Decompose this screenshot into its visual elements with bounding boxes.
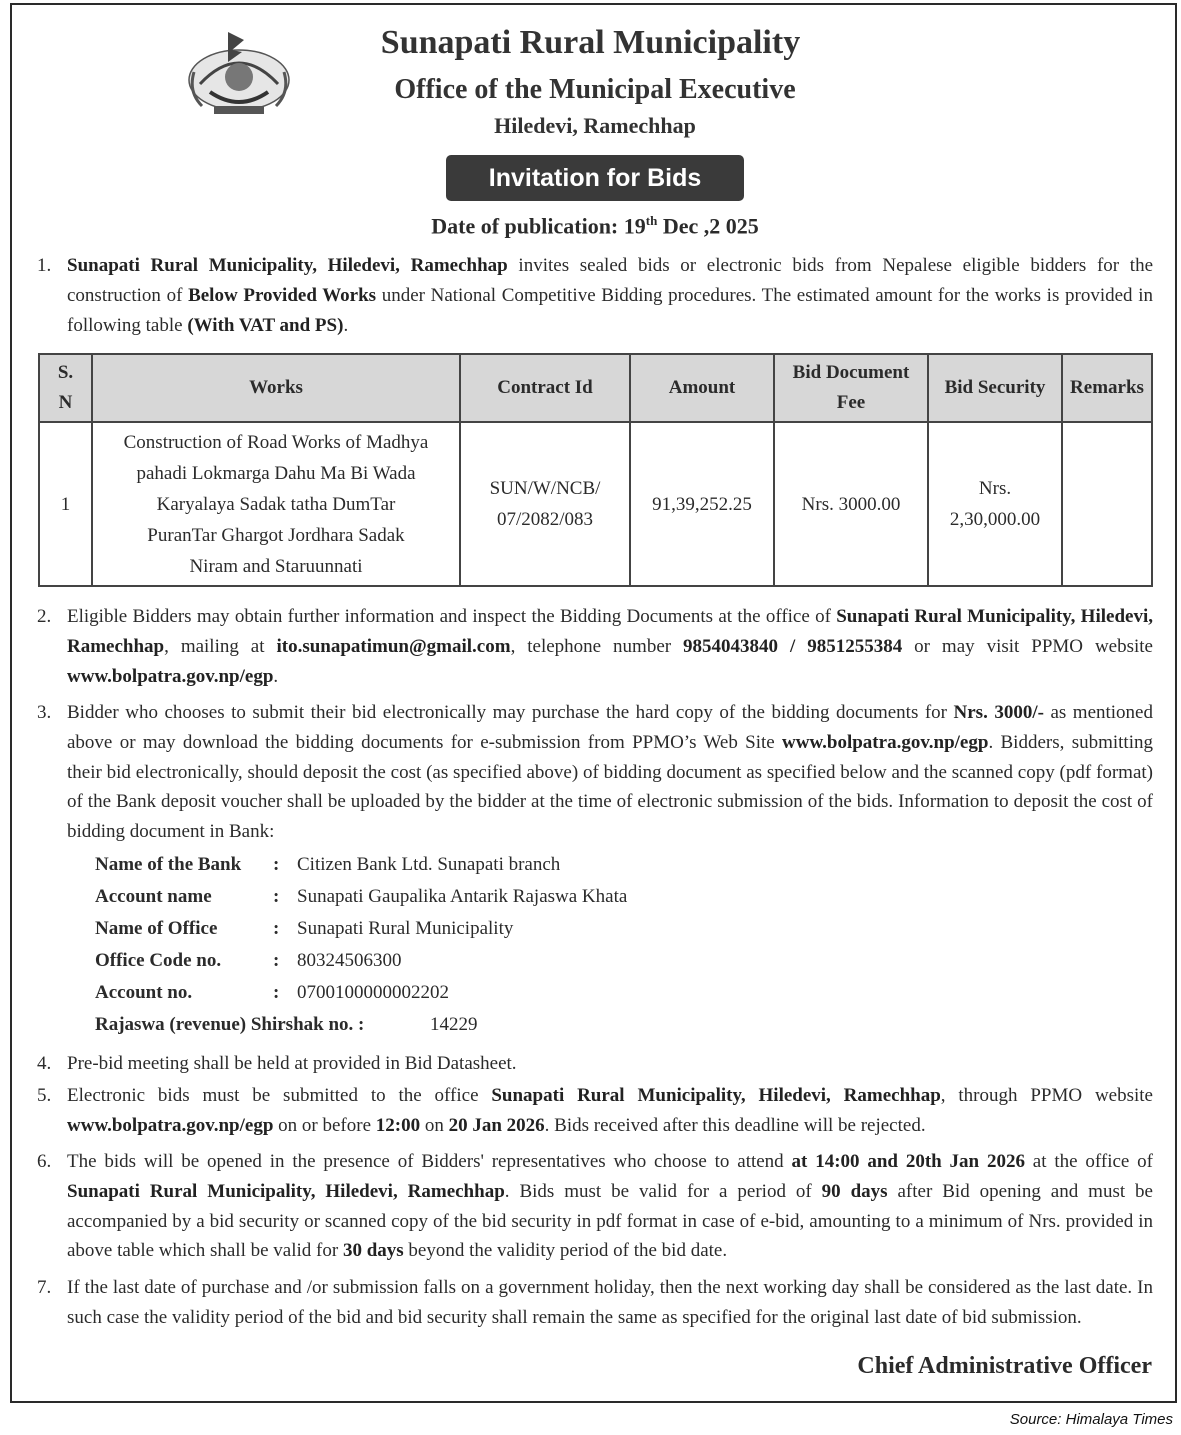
bank-label: Account name xyxy=(95,886,212,907)
municipality-title: Sunapati Rural Municipality xyxy=(380,24,801,61)
col-header-bid-fee-1: Bid Document xyxy=(792,362,910,383)
col-header-works: Works xyxy=(92,354,460,422)
publication-date-suffix: Dec ,2 025 xyxy=(657,213,759,239)
text-run: at the office of xyxy=(1024,1151,1154,1172)
bold-run: at 14:00 and 20th Jan 2026 xyxy=(791,1151,1025,1172)
office-title: Office of the Municipal Executive xyxy=(394,74,796,105)
text-run: Electronic bids must be submitted to the office xyxy=(67,1085,492,1106)
item-number: 1. xyxy=(37,255,52,276)
text-run: Eligible Bidders may obtain further information and inspect the Bidding Documents at the office of xyxy=(67,606,837,627)
cell-line: Nrs. xyxy=(978,478,1012,499)
bold-run: Sunapati Rural Municipality, Hiledevi, Ramechhap xyxy=(67,606,1153,657)
text-run: invites sealed bids or electronic bids from Nepalese eligible bidders for the construction of xyxy=(67,255,1154,306)
cell-line: SUN/W/NCB/ xyxy=(489,478,601,499)
col-header-bid-security: Bid Security xyxy=(928,354,1062,422)
item-6-text xyxy=(67,1147,1153,1266)
bank-value: Sunapati Gaupalika Antarik Rajaswa Khata xyxy=(297,886,628,907)
bank-value: 80324506300 xyxy=(297,950,402,971)
bank-value: Sunapati Rural Municipality xyxy=(297,918,514,939)
publication-date xyxy=(0,213,1181,239)
cell-works xyxy=(92,422,460,586)
text-run: as mentioned above or may download the bidding documents for e-submission from PPMO’s Web Site xyxy=(67,702,1153,753)
item-number: 2. xyxy=(37,606,52,627)
col-header-sn-2: N xyxy=(58,392,73,413)
text-run: on xyxy=(420,1114,449,1136)
bank-value: 14229 xyxy=(430,1014,478,1035)
bank-value: 0700100000002202 xyxy=(297,982,449,1003)
text-run: on or before xyxy=(273,1114,376,1136)
col-header-amount: Amount xyxy=(630,354,774,422)
cell-line: 2,30,000.00 xyxy=(949,509,1041,530)
location-title: Hiledevi, Ramechhap xyxy=(494,113,696,138)
bank-label: Name of Office xyxy=(95,918,218,939)
bold-run: ito.sunapatimun@gmail.com xyxy=(276,635,511,657)
bank-colon: : xyxy=(273,886,280,907)
item-1-text xyxy=(67,251,1153,340)
bold-run: 9854043840 / 9851255384 xyxy=(683,635,903,657)
bank-value: Citizen Bank Ltd. Sunapati branch xyxy=(297,854,561,875)
text-run: Bidder who chooses to submit their bid electronically may purchase the hard copy of the bidding documents for xyxy=(67,702,954,723)
bank-label: Name of the Bank xyxy=(95,854,242,875)
bold-run: Below Provided Works xyxy=(188,284,377,306)
bold-run: www.bolpatra.gov.np/egp xyxy=(67,665,274,687)
bold-run: 12:00 xyxy=(375,1114,421,1136)
bank-colon: : xyxy=(273,854,280,875)
text-run: , mailing at xyxy=(164,635,277,657)
item-4-text xyxy=(67,1049,1153,1079)
signature-title: Chief Administrative Officer xyxy=(857,1353,1152,1379)
bank-label: Rajaswa (revenue) Shirshak no. : xyxy=(95,1014,365,1035)
col-header-sn-1: S. xyxy=(57,362,74,383)
item-number: 7. xyxy=(37,1277,52,1298)
bold-run: www.bolpatra.gov.np/egp xyxy=(782,731,989,753)
cell-bid-fee: Nrs. 3000.00 xyxy=(774,422,928,586)
bank-label: Office Code no. xyxy=(95,950,222,971)
bold-run: Sunapati Rural Municipality, Hiledevi, Ramechhap xyxy=(67,255,508,276)
bold-run: (With VAT and PS) xyxy=(187,314,344,336)
text-run: . Bids received after this deadline will be rejected. xyxy=(544,1114,926,1136)
item-3-text xyxy=(67,698,1153,847)
text-run: . xyxy=(273,665,279,687)
cell-bid-security xyxy=(928,422,1062,586)
text-run: beyond the validity period of the bid date. xyxy=(403,1240,728,1262)
bank-colon: : xyxy=(273,918,280,939)
text-run: . xyxy=(343,314,349,336)
item-number: 4. xyxy=(37,1053,52,1074)
item-7-text xyxy=(67,1273,1153,1333)
item-number: 5. xyxy=(37,1085,52,1106)
bold-run: 90 days xyxy=(821,1180,888,1202)
cell-remarks xyxy=(1062,422,1152,586)
col-header-contract-id: Contract Id xyxy=(460,354,630,422)
col-header-bid-fee xyxy=(774,354,928,422)
bold-run: Sunapati Rural Municipality, Hiledevi, Ramechhap xyxy=(491,1085,941,1106)
source-credit: Source: Himalaya Times xyxy=(1009,1411,1173,1428)
bank-colon: : xyxy=(273,982,280,1003)
publication-date-sup: th xyxy=(645,213,658,228)
bold-run: 30 days xyxy=(342,1240,404,1262)
bold-run: www.bolpatra.gov.np/egp xyxy=(67,1114,274,1136)
item-number: 3. xyxy=(37,702,52,723)
cell-contract-id xyxy=(460,422,630,586)
cell-line: PuranTar Ghargot Jordhara Sadak xyxy=(147,524,405,546)
invitation-banner: Invitation for Bids xyxy=(446,155,744,201)
publication-date-prefix: Date of publication: 19 xyxy=(431,213,646,239)
text-run: under National Competitive Bidding procedures. The estimated amount for the works is provided in following table xyxy=(67,284,1153,336)
bold-run: Sunapati Rural Municipality, Hiledevi, Ramechhap xyxy=(67,1180,505,1202)
cell-amount: 91,39,252.25 xyxy=(630,422,774,586)
col-header-bid-fee-2: Fee xyxy=(836,392,866,413)
cell-line: Niram and Staruunnati xyxy=(189,555,363,577)
cell-sn: 1 xyxy=(39,422,92,586)
text-run: , telephone number xyxy=(510,635,684,657)
table-row xyxy=(39,422,1152,586)
text-run: The bids will be opened in the presence of Bidders' representatives who choose to attend xyxy=(67,1151,792,1172)
text-run: after Bid opening and must be accompanied by a bid security or scanned copy of the bid security in pdf format in case of e-bid, amounting to a minimum of Nrs. provided in above table which shall be valid for xyxy=(67,1180,1153,1262)
table-header-row xyxy=(39,354,1152,422)
bank-colon: : xyxy=(273,950,280,971)
text-run: or may visit PPMO website xyxy=(902,635,1153,657)
col-header-sn xyxy=(39,354,92,422)
cell-line: pahadi Lokmarga Dahu Ma Bi Wada xyxy=(136,462,416,484)
cell-line: 07/2082/083 xyxy=(496,509,594,530)
bank-label: Account no. xyxy=(95,982,193,1003)
bold-run: Nrs. 3000/- xyxy=(953,702,1044,723)
text-run: . Bids must be valid for a period of xyxy=(504,1180,822,1202)
bold-run: 20 Jan 2026 xyxy=(448,1114,545,1136)
text-run: . Bidders, submitting their bid electronically, should deposit the cost (as specified above) of bidding document as specified below and the scanned copy (pdf format) of the Bank deposit voucher shall be uploaded by the bidder at the time of electronic submission of the bids. Information to deposit the cost of bidding document in Bank: xyxy=(67,731,1153,843)
item-5-text xyxy=(67,1081,1153,1141)
text-run: If the last date of purchase and /or submission falls on a government holiday, then the next working day shall be considered as the last date. In such case the validity period of the bid and bid security shall remain the same as specified for the original last date of bid submission. xyxy=(67,1277,1153,1328)
text-run: , through PPMO website xyxy=(940,1085,1153,1106)
text-run: Pre-bid meeting shall be held at provided in Bid Datasheet. xyxy=(67,1053,517,1074)
cell-line: Construction of Road Works of Madhya xyxy=(123,431,429,453)
col-header-remarks: Remarks xyxy=(1062,354,1152,422)
cell-line: Karyalaya Sadak tatha DumTar xyxy=(156,493,396,515)
item-2-text xyxy=(67,602,1153,691)
works-table xyxy=(38,353,1153,587)
item-number: 6. xyxy=(37,1151,52,1172)
